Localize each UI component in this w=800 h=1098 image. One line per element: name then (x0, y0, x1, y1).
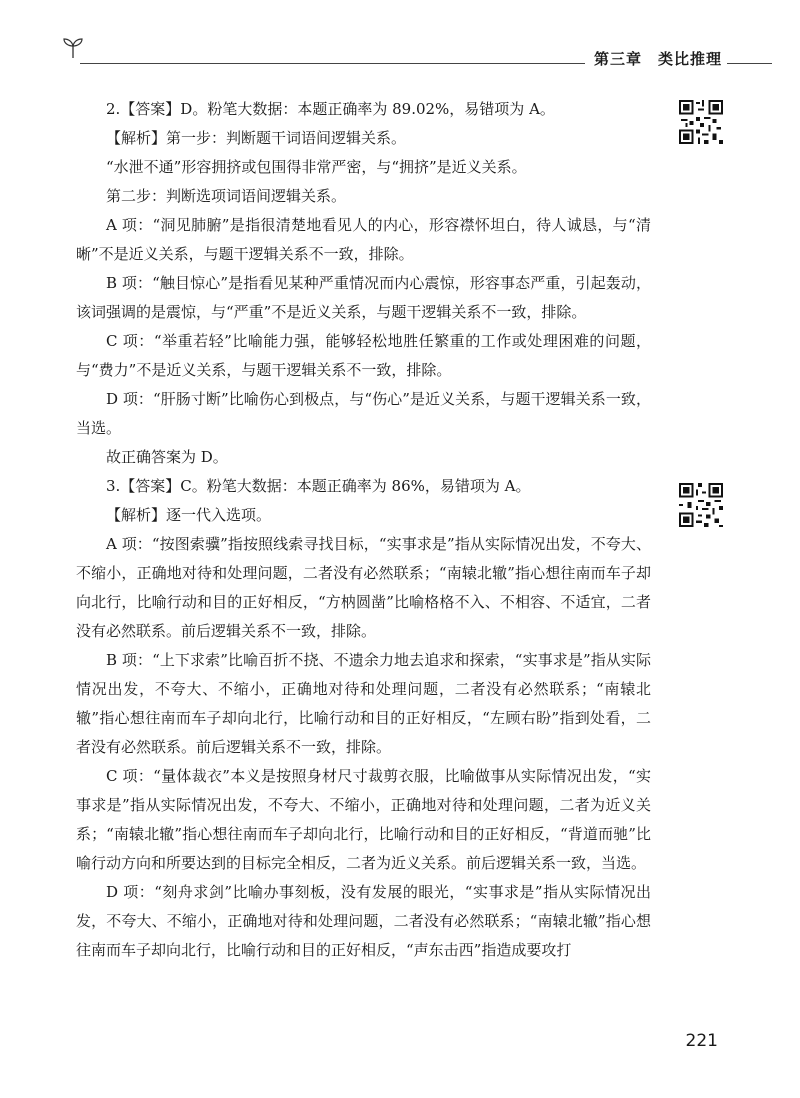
header-rule-left (80, 63, 585, 64)
q2-step2-heading: 第二步：判断选项词语间逻辑关系。 (106, 187, 347, 205)
qr-code-icon (679, 100, 723, 144)
q2-analysis: 【解析】第一步：判断题干词语间逻辑关系。 (106, 129, 407, 147)
q2-option-a: A 项：“洞见肺腑”是指很清楚地看见人的内心，形容襟怀坦白，待人诚恳，与“清晰”不是近义关系，与题干逻辑关系不一致，排除。 (76, 216, 651, 263)
chapter-label: 第三章 (593, 50, 642, 68)
q3-option-b: B 项：“上下求索”比喻百折不挠、不遗余力地去追求和探索，“实事求是”指从实际情况出发，不夸大、不缩小，正确地对待和处理问题，二者没有必然联系；“南辕北辙”指心想往南而车子却向北行，比喻行动和目的正好相反，“左顾右盼”指到处看，二者没有必然联系。前后逻辑关系不一致，排除。 (76, 651, 651, 756)
page-number: 221 (685, 1031, 718, 1051)
section-label: 类比推理 (657, 50, 722, 68)
q3-analysis: 【解析】逐一代入选项。 (106, 506, 272, 524)
q2-step1-text: “水泄不通”形容拥挤或包围得非常严密，与“拥挤”是近义关系。 (106, 158, 527, 176)
q2-answer: 2.【答案】D。粉笔大数据：本题正确率为 89.02%，易错项为 A。 (106, 100, 555, 118)
q2-conclusion: 故正确答案为 D。 (106, 448, 228, 466)
q3-option-c: C 项：“量体裁衣”本义是按照身材尺寸裁剪衣服，比喻做事从实际情况出发，“实事求是”指从实际情况出发，不夸大、不缩小，正确地对待和处理问题，二者为近义关系；“南辕北辙”指心想往南而车子却向北行，比喻行动和目的正好相反，“背道而驰”比喻行动方向和所要达到的目标完全相反，二者为近义关系。前后逻辑关系一致，当选。 (76, 767, 651, 872)
q3-option-a: A 项：“按图索骥”指按照线索寻找目标，“实事求是”指从实际情况出发，不夸大、不缩小，正确地对待和处理问题，二者没有必然联系；“南辕北辙”指心想往南而车子却向北行，比喻行动和目的正好相反，“方枘圆凿”比喻格格不入、不相容、不适宜，二者没有必然联系。前后逻辑关系不一致，排除。 (76, 535, 651, 640)
q2-option-b: B 项：“触目惊心”是指看见某种严重情况而内心震惊，形容事态严重，引起轰动，该词强调的是震惊，与“严重”不是近义关系，与题干逻辑关系不一致，排除。 (76, 274, 651, 321)
qr-code-icon (679, 483, 723, 527)
running-header (594, 48, 722, 69)
header-rule-right (727, 63, 772, 64)
q2-option-d: D 项：“肝肠寸断”比喻伤心到极点，与“伤心”是近义关系，与题干逻辑关系一致，当选。 (76, 390, 651, 437)
page-body (76, 95, 651, 965)
q3-answer: 3.【答案】C。粉笔大数据：本题正确率为 86%，易错项为 A。 (106, 477, 531, 495)
q3-option-d: D 项：“刻舟求剑”比喻办事刻板，没有发展的眼光，“实事求是”指从实际情况出发，不夸大、不缩小，正确地对待和处理问题，二者没有必然联系；“南辕北辙”指心想往南而车子却向北行，比喻行动和目的正好相反，“声东击西”指造成要攻打 (76, 883, 651, 959)
q2-option-c: C 项：“举重若轻”比喻能力强，能够轻松地胜任繁重的工作或处理困难的问题，与“费力”不是近义关系，与题干逻辑关系不一致，排除。 (76, 332, 651, 379)
sprout-icon (62, 36, 84, 60)
